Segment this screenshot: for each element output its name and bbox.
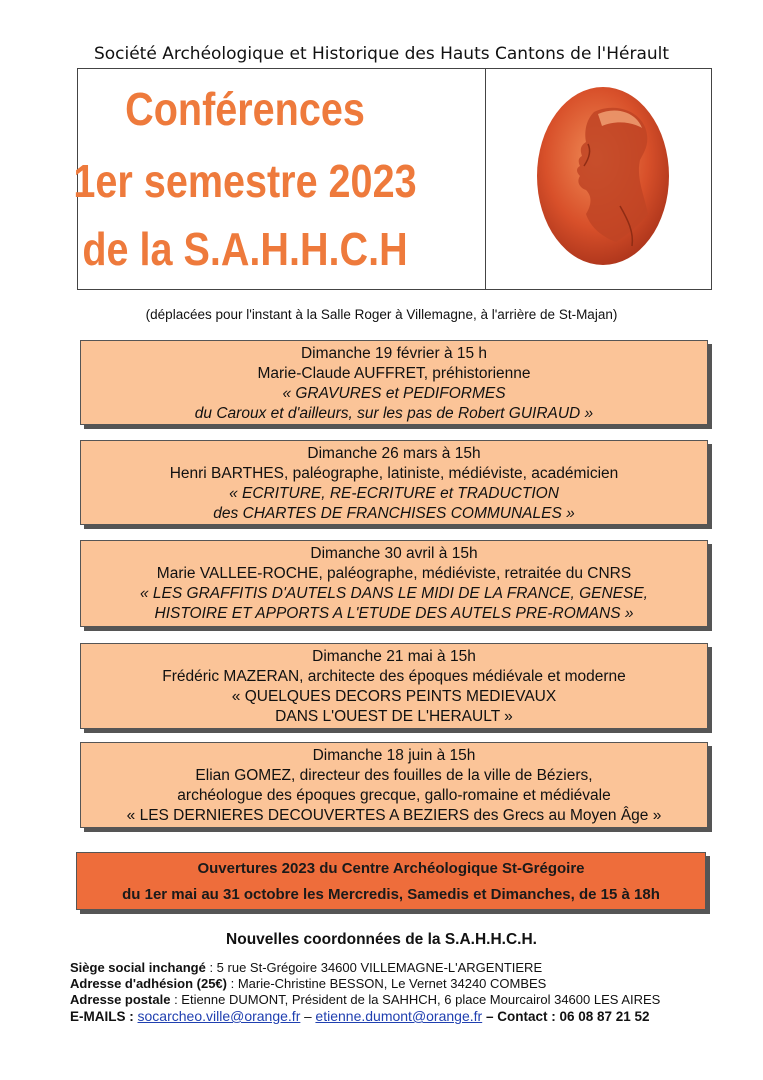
opening-hours-banner <box>76 852 706 910</box>
adhesion-label: Adresse d'adhésion (25€) <box>70 976 227 991</box>
event-title: « ECRITURE, RE-ECRITURE et TRADUCTION <box>229 485 559 502</box>
adhesion-line <box>70 976 546 992</box>
event-speaker: Henri BARTHES, paléographe, latiniste, médiéviste, académicien <box>169 465 619 482</box>
postal-address-line <box>70 992 660 1008</box>
event-card-2 <box>80 440 708 525</box>
event-title: HISTOIRE ET APPORTS A L'ETUDE DES AUTELS PRE-ROMANS » <box>154 605 634 622</box>
event-card-1 <box>80 340 708 425</box>
emails-line <box>70 1008 650 1025</box>
event-card-3 <box>80 540 708 627</box>
event-date: Dimanche 18 juin à 15h <box>312 747 476 764</box>
event-card-5 <box>80 742 708 828</box>
email-link-dumont[interactable]: etienne.dumont@orange.fr <box>315 1008 483 1024</box>
title-line-3: de la S.A.H.H.C.H <box>82 223 408 275</box>
email-separator: – <box>304 1009 312 1024</box>
event-title: « GRAVURES et PEDIFORMES <box>282 385 506 402</box>
event-date: Dimanche 30 avril à 15h <box>310 545 478 562</box>
event-title: « LES DERNIERES DECOUVERTES A BEZIERS des Grecs au Moyen Âge » <box>126 807 662 824</box>
event-speaker: Marie-Claude AUFFRET, préhistorienne <box>257 365 531 382</box>
email-link-socarcheo[interactable]: socarcheo.ville@orange.fr <box>137 1008 301 1024</box>
event-date: Dimanche 19 février à 15 h <box>300 345 488 362</box>
event-card-4 <box>80 643 708 729</box>
cameo-portrait-image <box>536 86 670 266</box>
adhesion-value: : Marie-Christine BESSON, Le Vernet 34240 COMBES <box>230 976 547 991</box>
postale-value: : Etienne DUMONT, Président de la SAHHCH, 6 place Mourcairol 34600 LES AIRES <box>174 992 661 1007</box>
coordinates-heading: Nouvelles coordonnées de la S.A.H.H.C.H. <box>226 931 537 948</box>
event-title: « LES GRAFFITIS D'AUTELS DANS LE MIDI DE LA FRANCE, GENESE, <box>140 585 648 602</box>
event-date: Dimanche 21 mai à 15h <box>312 648 476 665</box>
event-speaker: Elian GOMEZ, directeur des fouilles de la ville de Béziers, <box>195 767 593 784</box>
society-name: Société Archéologique et Historique des Hauts Cantons de l'Hérault <box>93 44 670 64</box>
siege-value: : 5 rue St-Grégoire 34600 VILLEMAGNE-L'ARGENTIERE <box>209 960 543 975</box>
emails-label: E-MAILS : <box>70 1009 134 1024</box>
event-title: DANS L'OUEST DE L'HERAULT » <box>275 708 513 725</box>
opening-title: Ouvertures 2023 du Centre Archéologique St-Grégoire <box>197 860 585 877</box>
event-title: du Caroux et d'ailleurs, sur les pas de Robert GUIRAUD » <box>194 405 594 422</box>
contact-phone: – Contact : 06 08 87 21 52 <box>485 1009 650 1024</box>
event-speaker-role: archéologue des époques grecque, gallo-romaine et médiévale <box>177 787 611 804</box>
postale-label: Adresse postale <box>70 992 171 1007</box>
event-title: « QUELQUES DECORS PEINTS MEDIEVAUX <box>231 688 557 705</box>
siege-social-line <box>70 960 542 976</box>
title-line-2: 1er semestre 2023 <box>73 155 417 207</box>
event-speaker: Frédéric MAZERAN, architecte des époques médiévale et moderne <box>162 668 626 685</box>
opening-schedule: du 1er mai au 31 octobre les Mercredis, Samedis et Dimanches, de 15 à 18h <box>122 886 660 903</box>
event-date: Dimanche 26 mars à 15h <box>307 445 481 462</box>
venue-note: (déplacées pour l'instant à la Salle Roger à Villemagne, à l'arrière de St-Majan) <box>145 307 618 322</box>
event-speaker: Marie VALLEE-ROCHE, paléographe, médiéviste, retraitée du CNRS <box>156 565 632 582</box>
title-line-1: Conférences <box>125 83 365 135</box>
header-divider <box>485 68 486 290</box>
siege-label: Siège social inchangé <box>70 960 206 975</box>
event-title: des CHARTES DE FRANCHISES COMMUNALES » <box>213 505 575 522</box>
